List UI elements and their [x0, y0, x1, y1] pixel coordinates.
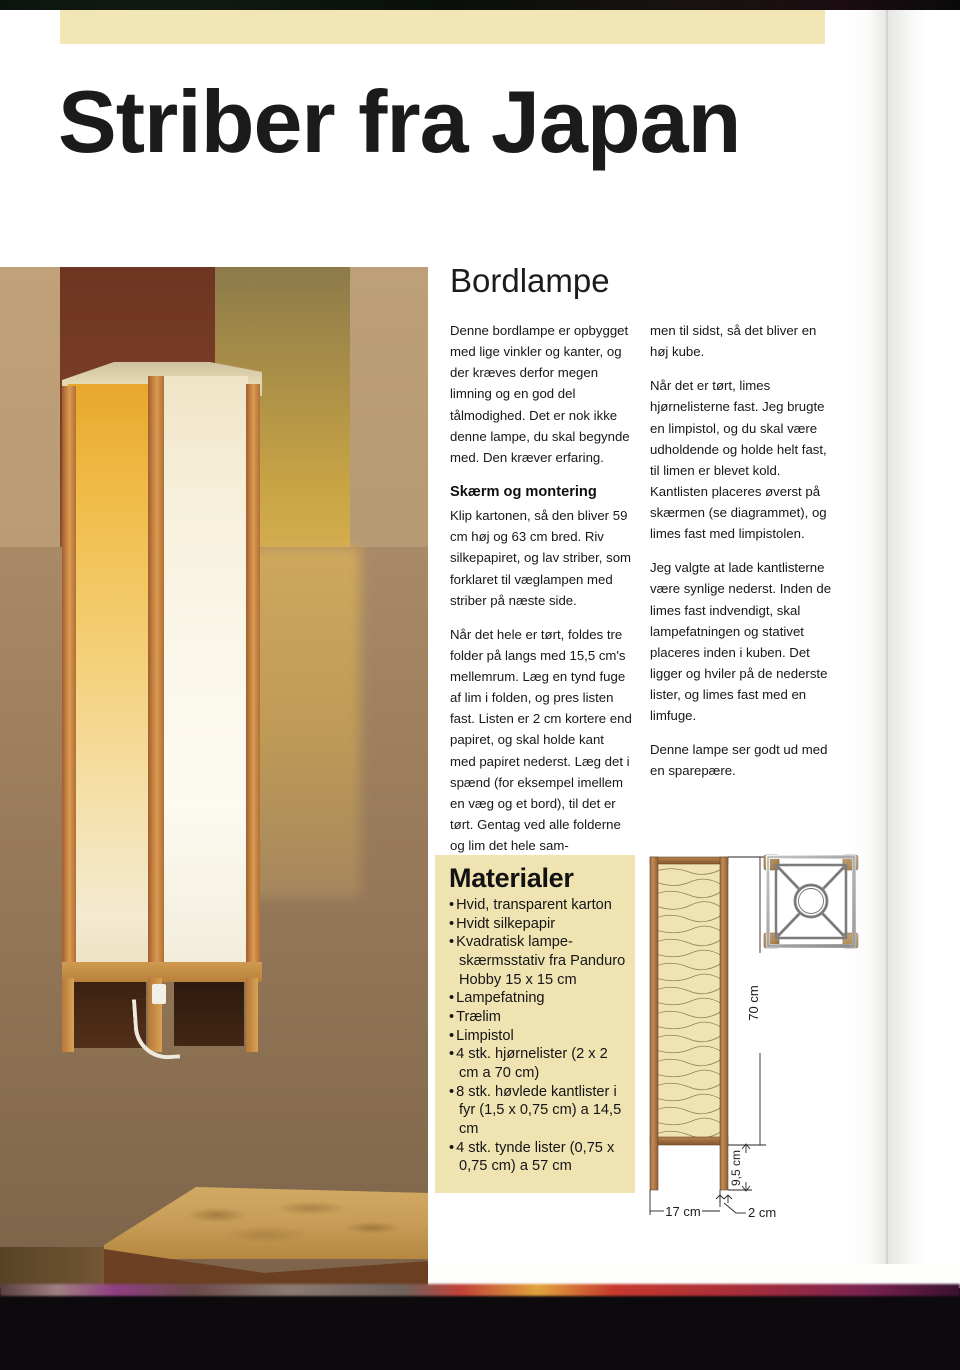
dimension-label-leg-height: 9,5 cm: [729, 1149, 743, 1187]
paragraph-closing: Denne lampe ser godt ud med en sparepære.: [650, 742, 828, 779]
paragraph-folding: Når det hele er tørt, foldes tre folder på langs med 15,5 cm's mellemrum. Læg en tynd fuge af lim i folden, og pres listen fast. Listen er 2 cm kortere end papiret, og skal holde kant med papiret nederst. Læg det i spænd (for eksempel imellem en væg og et bord), til det er tørt. Gentag ved alle folderne og lim det hele sam-: [450, 626, 632, 854]
table-wood-grain: [150, 1193, 428, 1251]
dimension-post-2cm: [716, 1195, 746, 1213]
materials-box: [435, 855, 635, 1193]
lamp-leg-left: [62, 978, 74, 1052]
drawing-svg: [640, 845, 870, 1235]
list-item: • Limpistol: [449, 1027, 629, 1046]
materials-title: Materialer: [449, 863, 574, 893]
lamp-post-middle: [148, 376, 164, 980]
technical-drawing: [640, 845, 870, 1235]
lamp-object: [62, 362, 262, 1022]
materials-list: [435, 896, 635, 1176]
paragraph-intro: Denne bordlampe er opbygget med lige vinkler og kanter, og der kræves derfor megen limning og en god del tålmodighed. Det er nok ikke denne lampe, du skal begynde med. Den kræver erfaring.: [450, 323, 630, 465]
top-view-plan: [764, 855, 858, 948]
paragraph-edge-strips: Jeg valgte at lade kantlisterne være synlige nederst. Inden de limes fast indvendigt, skal lampefatningen og stativet placeres inden i kuben. Det ligger og hviler på de nederste lister, og limes fast med en limfuge.: [650, 560, 832, 724]
lamp-base-rail: [62, 962, 262, 982]
dimension-label-height: 70 cm: [746, 985, 761, 1021]
lamp-base-opening-right: [174, 982, 244, 1046]
list-item: • 4 stk. tynde lister (0,75 x 0,75 cm) a 57 cm: [449, 1139, 629, 1176]
section-title: Bordlampe: [450, 262, 610, 299]
list-item: • Trælim: [449, 1008, 629, 1027]
corner-post-right: [720, 857, 728, 1190]
list-item: • 8 stk. høvlede kantlister i fyr (1,5 x 0,75 cm) a 14,5 cm: [449, 1083, 629, 1139]
article-column-left: [450, 320, 632, 869]
dimension-label-post: 2 cm: [748, 1205, 777, 1220]
lamp-panel-left: [68, 384, 150, 974]
list-item: • Hvidt silkepapir: [449, 915, 629, 934]
list-item: • 4 stk. hjørnelister (2 x 2 cm a 70 cm): [449, 1045, 629, 1082]
lamp-leg-right: [246, 978, 258, 1052]
lamp-photograph: [0, 267, 428, 1288]
dimension-label-width: 17 cm: [665, 1204, 701, 1219]
shade-top-rail: [650, 857, 728, 864]
scan-bottom-edge: [0, 1288, 960, 1370]
page-title: Striber fra Japan: [58, 72, 741, 171]
list-item: • Lampefatning: [449, 989, 629, 1008]
list-item: • Hvid, transparent karton: [449, 896, 629, 915]
shade-bottom-rail: [650, 1137, 728, 1145]
page-edge-line: [886, 10, 888, 1288]
list-item: • Kvadratisk lampe-skærmsstativ fra Panduro Hobby 15 x 15 cm: [449, 933, 629, 989]
masthead-color-band: [60, 10, 825, 44]
lamp-panel-right: [162, 376, 248, 974]
article-column-right: [650, 320, 832, 795]
scan-color-bleed: [0, 1284, 960, 1296]
lamp-post-left: [62, 386, 76, 978]
subheading-skaerm-og-montering: Skærm og montering: [450, 483, 597, 500]
paragraph-continuation: men til sidst, så det bliver en høj kube.: [650, 323, 817, 360]
paragraph-skaerm: Klip kartonen, så den bliver 59 cm høj og 63 cm bred. Riv silkepapiret, og lav striber, som forklaret til væglampen med striber på næste side.: [450, 508, 632, 608]
paragraph-corner-strips: Når det er tørt, limes hjørnelisterne fast. Jeg brugte en limpistol, og du skal være udholdende og holde helt fast, til limen er blevet kold. Kantlisten placeres øverst på skærmen (se diagrammet), og limes fast med limpistolen.: [650, 378, 827, 542]
corner-post-left: [650, 857, 658, 1190]
scan-top-edge: [0, 0, 960, 10]
lamp-post-right: [246, 384, 260, 978]
